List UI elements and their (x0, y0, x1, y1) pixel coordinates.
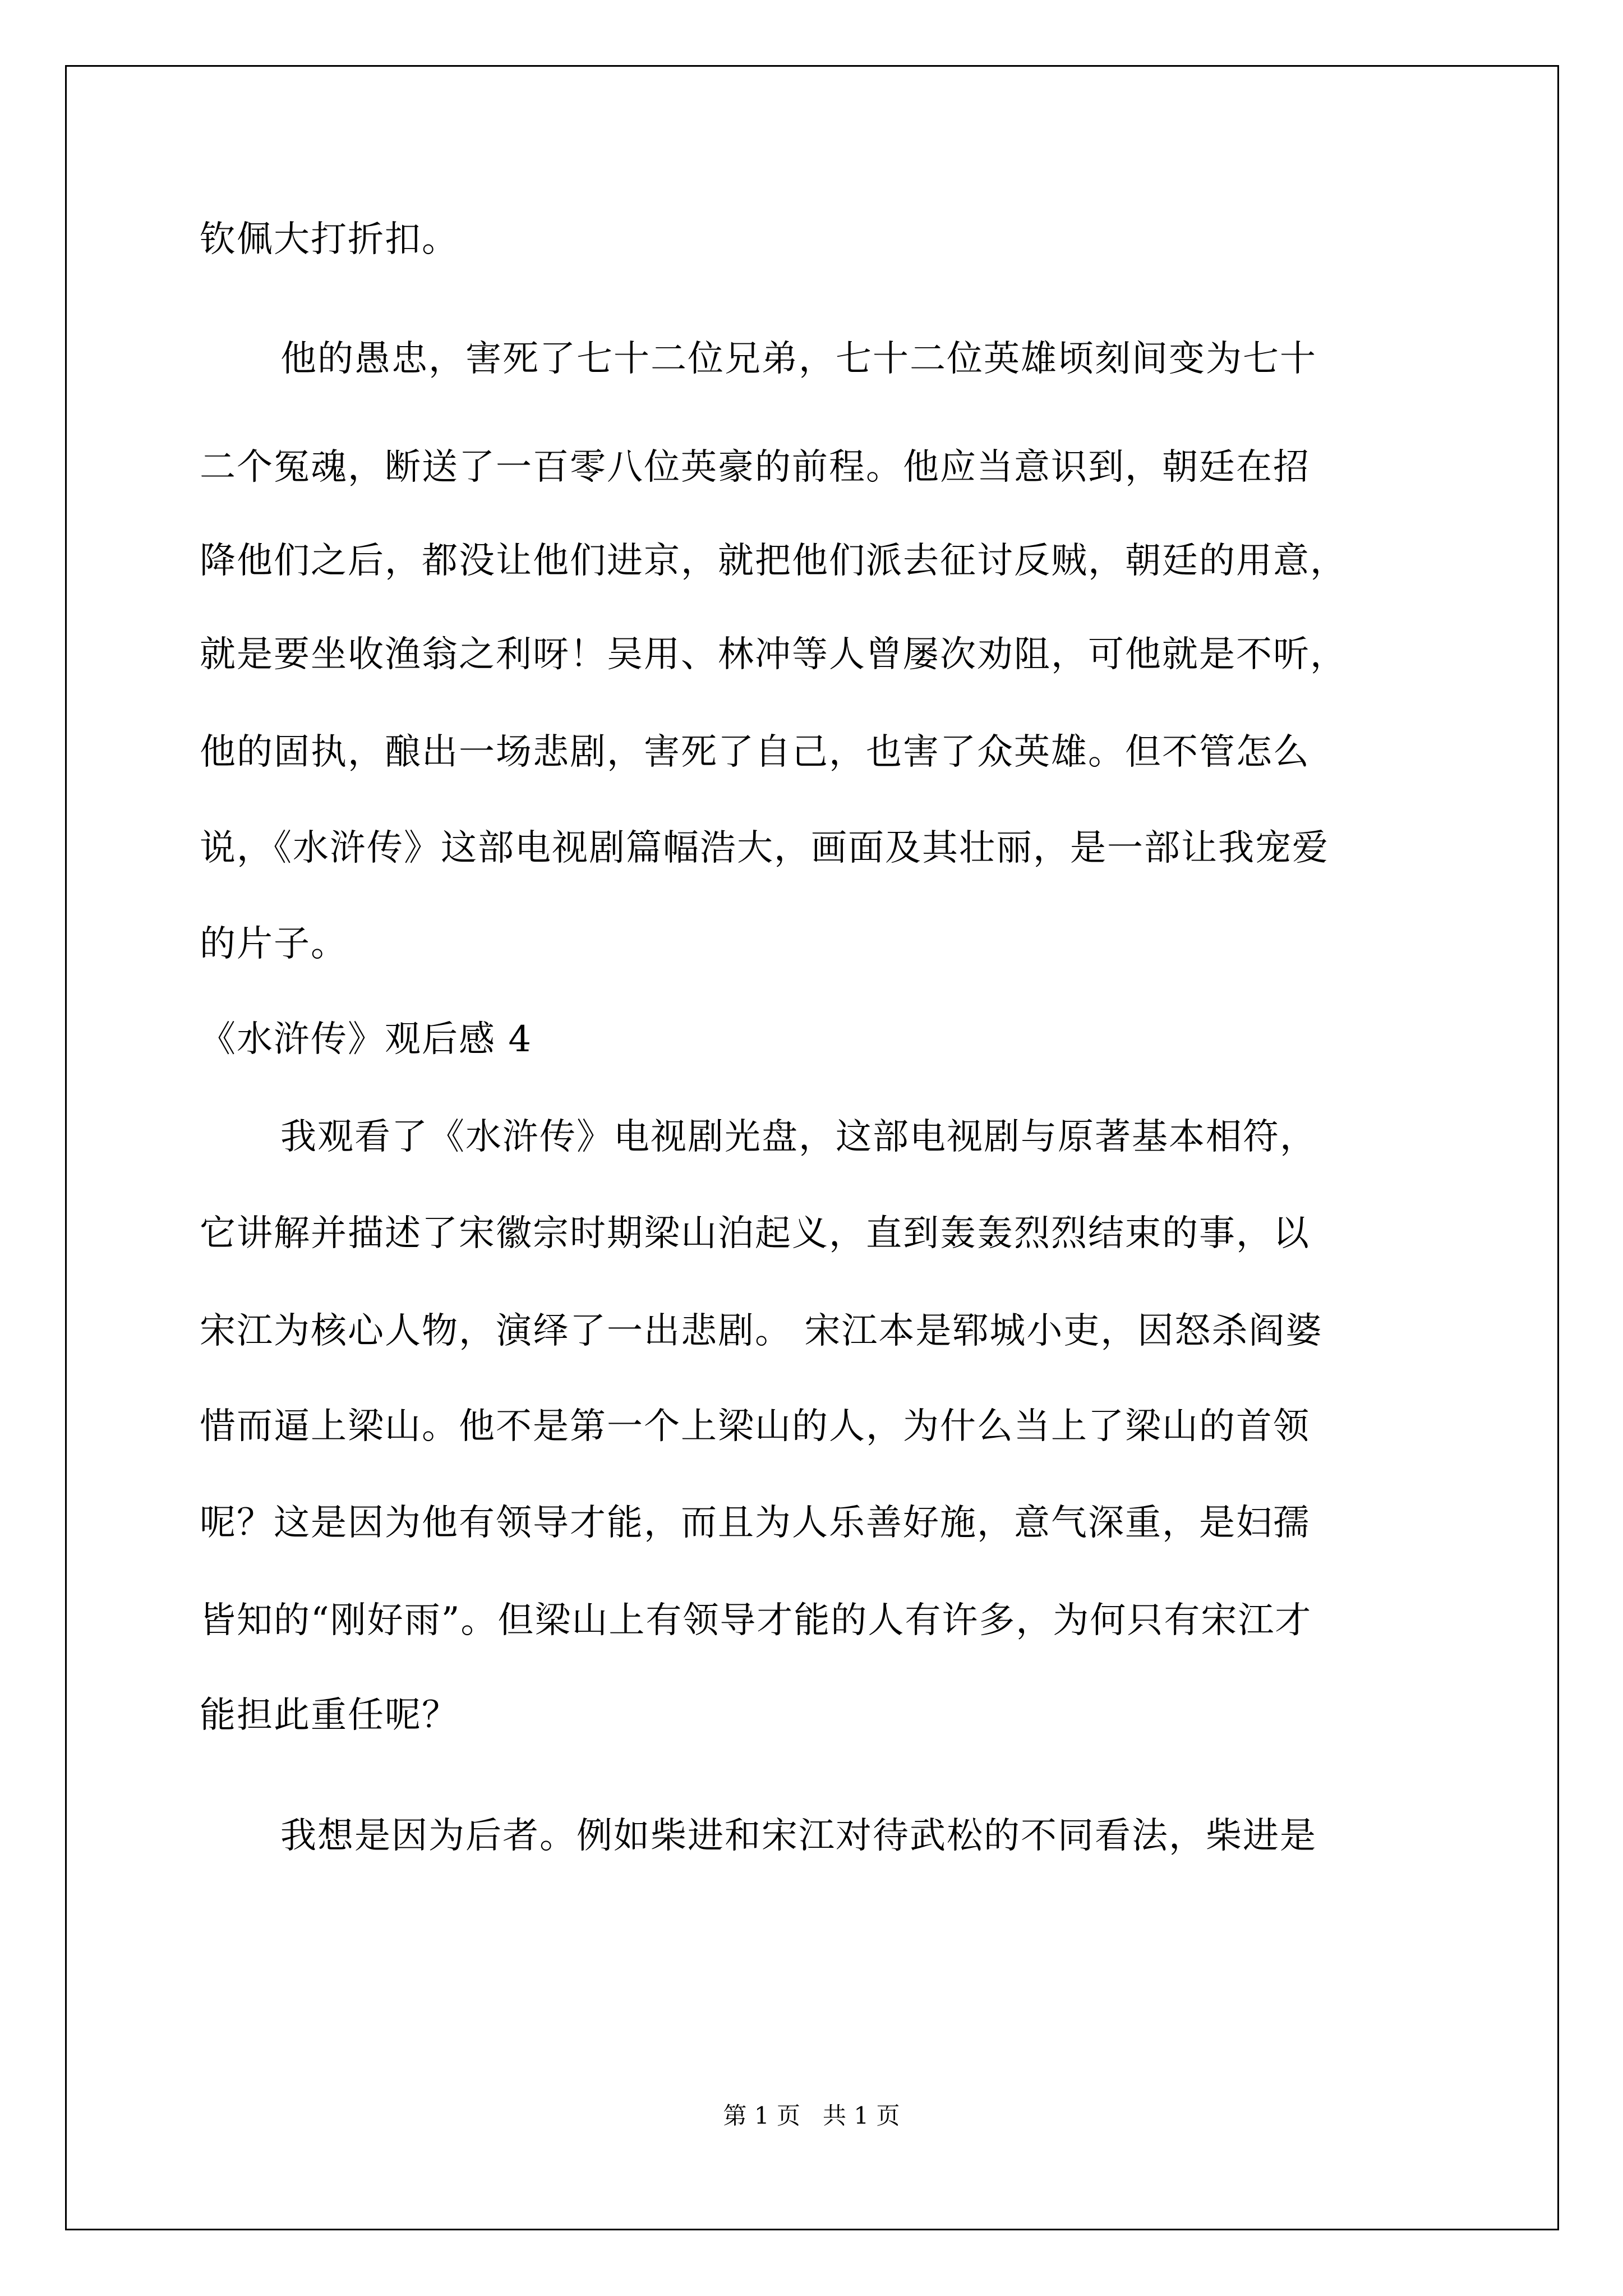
text-line: 他的愚忠，害死了七十二位兄弟，七十二位英雄顷刻间变为七十 (280, 338, 1317, 380)
text-line: 说，《水浒传》这部电视剧篇幅浩大，画面及其壮丽，是一部让我宠爱 (200, 827, 1329, 869)
text-line: 二个冤魂，断送了一百零八位英豪的前程。他应当意识到，朝廷在招 (200, 447, 1310, 488)
text-line: 呢？这是因为他有领导才能，而且为人乐善好施，意气深重，是妇孺 (200, 1502, 1310, 1544)
text-line: 我观看了《水浒传》电视剧光盘，这部电视剧与原著基本相符， (280, 1116, 1317, 1158)
text-line: 它讲解并描述了宋徽宗时期梁山泊起义，直到轰轰烈烈结束的事，以 (200, 1213, 1310, 1254)
text-line: 他的固执，酿出一场悲剧，害死了自己，也害了众英雄。但不管怎么 (200, 731, 1310, 773)
section-heading: 《水浒传》观后感 4 (200, 1019, 533, 1060)
text-line: 惜而逼上梁山。他不是第一个上梁山的人，为什么当上了梁山的首领 (200, 1406, 1310, 1447)
text-line: 的片子。 (200, 923, 348, 965)
text-line: 钦佩大打折扣。 (200, 219, 459, 260)
text-line: 能担此重任呢？ (200, 1695, 459, 1736)
text-line: 降他们之后，都没让他们进京，就把他们派去征讨反贼，朝廷的用意， (200, 540, 1347, 582)
page-number-footer: 第 1 页 共 1 页 (723, 2102, 900, 2129)
text-line: 就是要坐收渔翁之利呀！吴用、林冲等人曾屡次劝阻，可他就是不听， (200, 634, 1347, 675)
text-line: 我想是因为后者。例如柴进和宋江对待武松的不同看法，柴进是 (280, 1815, 1317, 1857)
text-line: 皆知的“刚好雨”。但梁山上有领导才能的人有许多，为何只有宋江才 (200, 1600, 1312, 1641)
text-line: 宋江为核心人物，演绎了一出悲剧。 宋江本是郓城小吏，因怒杀阎婆 (200, 1310, 1323, 1352)
